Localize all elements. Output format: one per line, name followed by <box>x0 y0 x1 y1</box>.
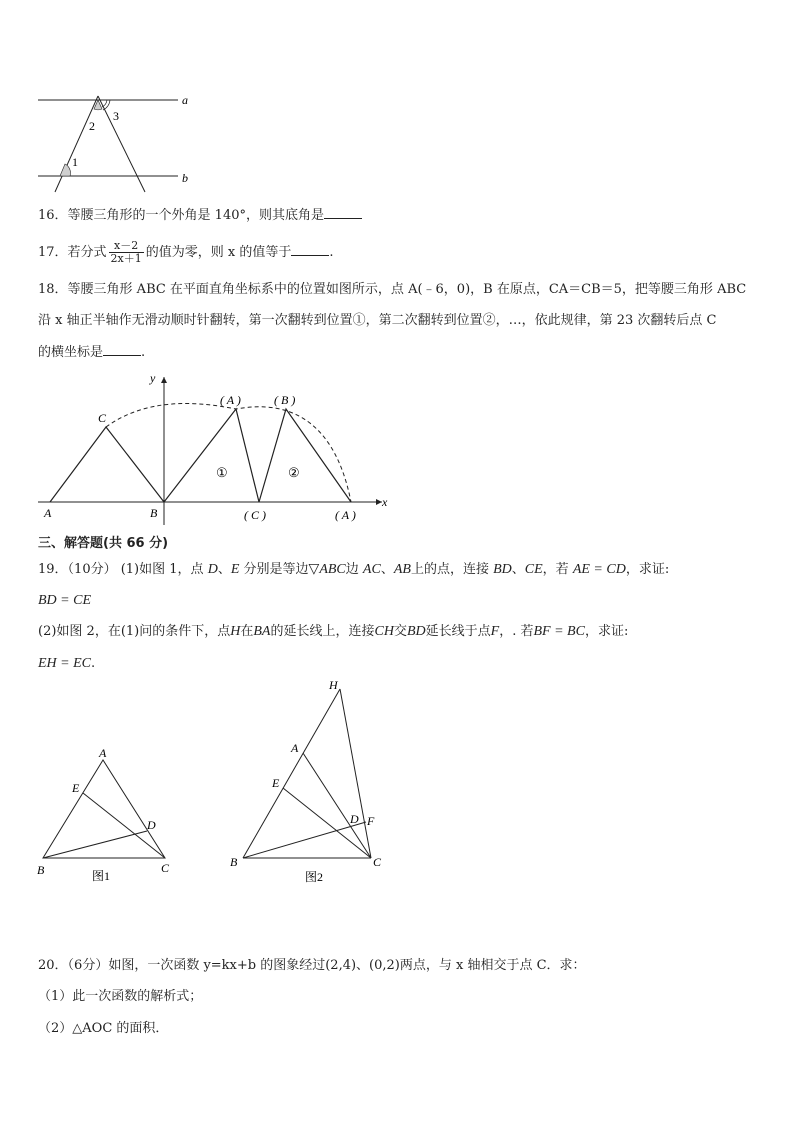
q19-condition: AE = CD <box>572 562 626 577</box>
transversal-left <box>55 96 98 192</box>
question-19-line1 <box>38 561 669 579</box>
point-B: B <box>150 506 158 520</box>
q19-BA: BA <box>253 624 271 639</box>
figure-1 <box>30 740 190 890</box>
question-20-part1: （1）此一次函数的解析式； <box>38 989 203 1004</box>
label-a: a <box>182 93 188 107</box>
q19-F: F <box>490 624 500 639</box>
q17-answer-blank[interactable] <box>291 243 329 256</box>
q18-line3-text: 的横坐标是 <box>38 345 104 360</box>
question-17 <box>38 238 334 268</box>
point-C: C <box>98 411 107 425</box>
angle-label-1: 1 <box>72 155 78 169</box>
figure-2 <box>225 675 395 890</box>
q19-p2-c: 的延长线上，连接 <box>270 624 375 639</box>
point-bottom-A: ( A ) <box>335 508 356 522</box>
label-b: b <box>182 171 188 185</box>
q19-AB: AB <box>393 562 411 577</box>
fig1-label-B: B <box>37 863 45 877</box>
fig1-label-E: E <box>72 781 80 795</box>
position-1-label: ① <box>216 465 228 480</box>
q19-triangle: ▽ABC <box>308 562 346 577</box>
q19-conclusion-1: BD = CE <box>38 593 91 608</box>
q19-condition-2: BF = BC <box>533 624 585 639</box>
y-axis-label: y <box>150 371 156 385</box>
triangle-position-1 <box>164 409 259 502</box>
q19-BD2: BD <box>406 624 426 639</box>
q16-answer-blank[interactable] <box>324 206 362 219</box>
q19-E: E <box>230 562 240 577</box>
question-18-line3 <box>38 343 145 362</box>
q19-p2-e: 延长线于点 <box>425 624 491 639</box>
question-18-line1: 18．等腰三角形 ABC 在平面直角坐标系中的位置如图所示，点 A(﹣6，0)，B 在原点，CA＝CB＝5，把等腰三角形 ABC <box>38 282 747 297</box>
transversal-right <box>98 96 145 192</box>
question-18-line2: 沿 x 轴正半轴作无滑动顺时针翻转，第一次翻转到位置①，第二次翻转到位置②，…，依此规律，第 23 次翻转后点 C <box>38 313 717 328</box>
q19-p2-g: ，求证: <box>584 624 629 639</box>
fig1-caption: 图1 <box>92 869 111 883</box>
point-bottom-C: ( C ) <box>244 508 266 522</box>
fig2-segment-HC <box>340 689 371 858</box>
q17-fraction <box>109 240 144 265</box>
triangle-position-2 <box>259 409 351 502</box>
q19-p1-e: ，若 <box>542 562 569 577</box>
point-top-B: ( B ) <box>274 393 296 407</box>
q19-sep2: 、 <box>380 562 394 577</box>
fig2-caption: 图2 <box>305 870 324 884</box>
fig2-label-D: D <box>350 812 359 826</box>
angle-label-3: 3 <box>113 109 119 123</box>
q19-p2-b: 在 <box>240 624 254 639</box>
q17-prefix: 17．若分式 <box>38 245 107 260</box>
fig2-segment-BF <box>243 822 366 858</box>
rotation-figure <box>30 365 400 530</box>
angle-label-2: 2 <box>89 119 95 133</box>
triangle-original <box>50 427 164 502</box>
angle-1-mark <box>60 164 70 176</box>
fig2-label-B: B <box>230 855 238 869</box>
fig2-label-C: C <box>373 855 382 869</box>
q17-end: . <box>329 245 334 260</box>
q19-BD: BD <box>493 562 512 577</box>
question-16 <box>38 206 362 225</box>
q19-p1-b: 分别是等边 <box>243 562 309 577</box>
q19-concl2-end: . <box>91 656 96 671</box>
q19-p1-f: ，求证: <box>625 562 670 577</box>
question-20-part2: （2）△AOC 的面积． <box>38 1021 169 1036</box>
q17-numerator: x－2 <box>109 240 144 253</box>
q19-CH: CH <box>374 624 394 639</box>
fig2-segment-AC <box>303 753 371 858</box>
fig2-label-E: E <box>272 776 280 790</box>
position-2-label: ② <box>288 465 300 480</box>
q19-D: D <box>207 562 218 577</box>
q19-sep3: 、 <box>511 562 525 577</box>
q19-CE: CE <box>524 562 543 577</box>
section-3-title: 三、解答题(共 66 分) <box>38 536 169 551</box>
q19-p1-a: 19．（10分） (1)如图 1，点 <box>38 562 204 577</box>
question-20-stem: 20．（6分）如图，一次函数 y=kx+b 的图象经过(2,4)、(0,2)两点，与 x 轴相交于点 C．求： <box>38 958 586 973</box>
q19-sep1: 、 <box>217 562 231 577</box>
point-A: A <box>44 506 52 520</box>
q17-denominator: 2x＋1 <box>110 252 142 265</box>
q19-AC: AC <box>362 562 381 577</box>
q19-concl2: EH = EC <box>38 656 91 671</box>
q16-text: 16．等腰三角形的一个外角是 140°，则其底角是 <box>38 208 324 223</box>
q19-p2-d: 交 <box>393 624 407 639</box>
fig1-segment-BD <box>43 831 147 858</box>
fig1-label-A: A <box>99 746 107 760</box>
q19-p2-f: ，. 若 <box>499 624 534 639</box>
fig1-label-C: C <box>161 861 170 875</box>
parallel-lines-figure <box>30 92 200 197</box>
fig2-label-F: F <box>367 814 375 828</box>
fig2-segment-BH <box>243 689 340 858</box>
q19-conclusion-2 <box>38 655 95 673</box>
fig2-label-H: H <box>329 678 338 692</box>
fig2-label-A: A <box>291 741 299 755</box>
q19-p1-c: 边 <box>345 562 359 577</box>
q17-suffix: 的值为零，则 x 的值等于 <box>145 245 292 260</box>
q18-end: . <box>141 345 146 360</box>
q19-p1-d: 上的点，连接 <box>410 562 489 577</box>
point-top-A: ( A ) <box>220 393 241 407</box>
question-19-line3 <box>38 623 628 641</box>
x-axis-label: x <box>382 495 388 509</box>
q18-answer-blank[interactable] <box>103 343 141 356</box>
q19-H: H <box>230 624 241 639</box>
q19-p2-a: (2)如图 2，在(1)问的条件下，点 <box>38 624 231 639</box>
fig1-label-D: D <box>147 818 156 832</box>
